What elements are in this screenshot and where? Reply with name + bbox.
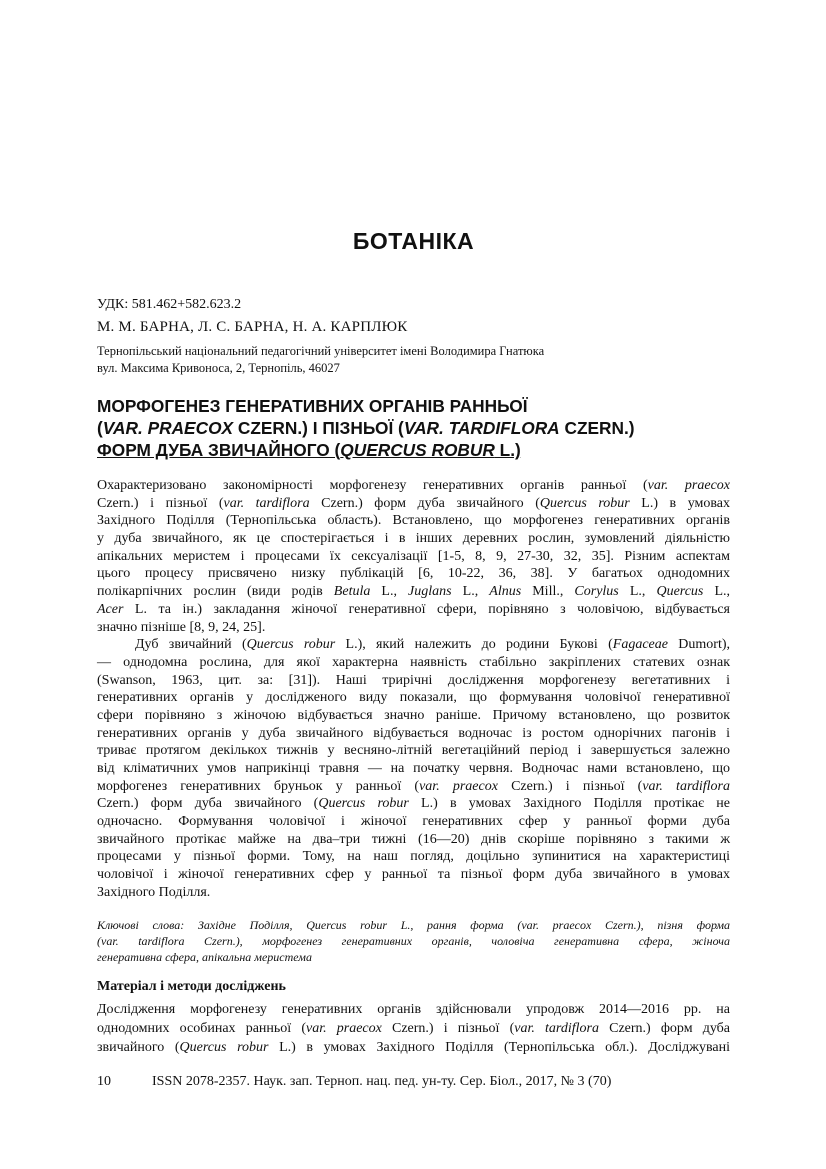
section-heading: БОТАНІКА	[352, 228, 475, 254]
abstract	[97, 477, 730, 902]
text-line: Acer L. та ін.) закладання жіночої генеративної сфери, порівняно з чоловічою, відбувається	[97, 601, 730, 617]
title-line: ФОРМ ДУБА ЗВИЧАЙНОГО (QUERCUS ROBUR L.)	[97, 440, 521, 460]
udc-code: УДК: 581.462+582.623.2	[97, 297, 242, 312]
text-line: значно пізніше [8, 9, 24, 25].	[97, 619, 266, 635]
text-line: апікальних меристем і процесами їх сексуалізації [1-5, 8, 9, 27-30, 32, 35]. Різним аспектам	[97, 548, 730, 564]
keywords-line: Ключові слова: Західне Поділля, Quercus robur L., рання форма (var. praecox Czern.), пізня форма	[97, 918, 730, 932]
text-line: Західного Поділля (Тернопільська область). Встановлено, що морфогенез генеративних органів	[97, 513, 730, 529]
text-line: Czern.) і пізньої (var. tardiflora Czern.) форм дуба звичайного (Quercus robur L.) в умовах	[97, 495, 731, 511]
text-line: у дуба звичайного, як це спостерігається і в інших деревних рослин, зумовлений діяльністю	[97, 531, 730, 547]
keywords-line: генеративна сфера, апікальна меристема	[97, 950, 312, 964]
methods-heading: Матеріал і методи досліджень	[97, 979, 286, 994]
text-line: від кліматичних умов наприкінці травня — на початку червня. Водночас нами встановлено, що	[97, 761, 730, 776]
article-title	[97, 395, 730, 461]
text-line: чоловічої і жіночої генеративних сфер у ранньої та пізньої форм дуба звичайного в умовах	[97, 867, 730, 883]
text-line: одночасно. Формування чоловічої і жіночої генеративних сфер у ранньої форми дуба	[97, 814, 730, 830]
text-line: полікарпічних рослин (види родів Betula L., Juglans L., Alnus Mill., Corylus L., Quercus L.,	[97, 584, 730, 600]
page-number: 10	[97, 1074, 111, 1089]
text-line: (Swanson, 1963, цит. за: [31]). Наші трирічні дослідження морфогенезу вегетативних і	[97, 672, 730, 688]
text-line: Західного Поділля.	[97, 884, 211, 900]
affiliation-line: Тернопільський національний педагогічний університет імені Володимира Гнатюка	[97, 344, 545, 358]
text-line: Czern.) форм дуба звичайного (Quercus robur L.) в умовах Західного Поділля протікає не	[97, 796, 731, 812]
text-line: процесами у пізньої форми. Тому, на наш погляд, доцільно зупинитися на характеристиці	[97, 849, 730, 865]
page-footer	[97, 1074, 611, 1090]
text-line: триває протягом декількох тижнів у весняно-літній вегетаційний період і завершується залежно	[97, 743, 730, 759]
text-line: генеративних органів у дослідженого виду показали, що формування чоловічої генеративної	[97, 690, 730, 706]
keywords	[97, 917, 730, 965]
methods-text	[97, 1000, 730, 1057]
text-line: однодомних особинах ранньої (var. praecox Czern.) і пізньої (var. tardiflora Czern.) форм дуба	[97, 1021, 731, 1036]
keywords-line: (var. tardiflora Czern.), морфогенез генеративних органів, чоловіча генеративна сфера, жіноча	[97, 934, 730, 948]
text-line: морфогенез генеративних бруньок у ранньої (var. praecox Czern.) і пізньої (var. tardiflora	[97, 778, 730, 794]
text-line: Дослідження морфогенезу генеративних органів здійснювали упродовж 2014—2016 рр. на	[97, 1002, 730, 1017]
text-line: генеративних органів у дуба звичайного відбувається водночас із ростом однорічних пагонів і	[97, 725, 730, 741]
text-line: — однодомна рослина, для якої характерна наявність стабільно закріплених статевих ознак	[97, 654, 730, 670]
title-line: МОРФОГЕНЕЗ ГЕНЕРАТИВНИХ ОРГАНІВ РАННЬОЇ	[97, 396, 528, 416]
affiliation	[97, 343, 544, 377]
text-line: звичайного (Quercus robur L.) в умовах Західного Поділля (Тернопільська обл.). Досліджувані	[97, 1040, 730, 1055]
title-line: (VAR. PRAECOX CZERN.) І ПІЗНЬОЇ (VAR. TARDIFLORA CZERN.)	[97, 418, 635, 438]
text-line: Дуб звичайний (Quercus robur L.), який належить до родини Букові (Fagaceae Dumort),	[135, 637, 731, 653]
text-line: сфери порівняно з жіночою відбувається значно раніше. Причому встановлено, що розвиток	[97, 707, 730, 723]
authors: М. М. БАРНА, Л. С. БАРНА, Н. А. КАРПЛЮК	[97, 319, 408, 335]
affiliation-line: вул. Максима Кривоноса, 2, Тернопіль, 46027	[97, 361, 340, 375]
text-line: звичайного протікає майже на два–три тижні (16—20) днів скоріше порівняно з такими ж	[97, 831, 730, 847]
journal-reference: ISSN 2078-2357. Наук. зап. Терноп. нац. пед. ун-ту. Сер. Біол., 2017, № 3 (70)	[152, 1074, 612, 1089]
text-line: Охарактеризовано закономірності морфогенезу генеративних органів ранньої (var. praecox	[97, 478, 730, 493]
text-line: цього процесу присвячено низку публікацій [6, 10-22, 36, 38]. У багатьох однодомних	[97, 566, 730, 582]
